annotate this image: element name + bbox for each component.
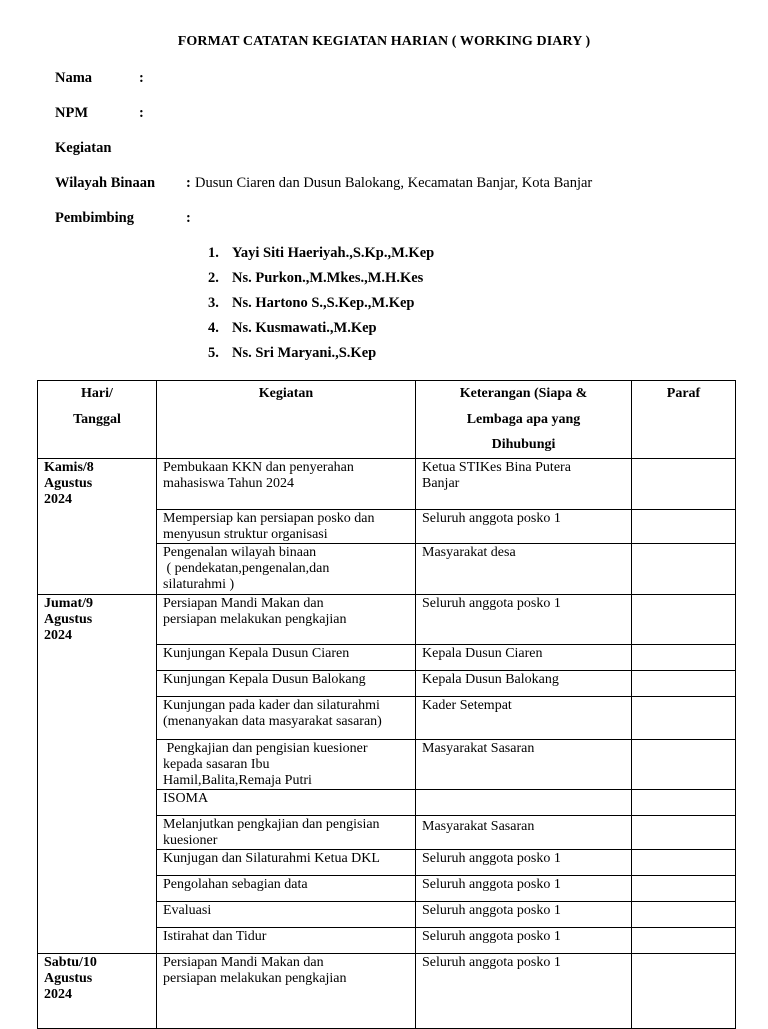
list-item: 3. Ns. Hartono S.,S.Kep.,M.Kep bbox=[208, 295, 415, 311]
day-cell: Kamis/8 Agustus 2024 bbox=[38, 458, 157, 594]
info-cell: Masyarakat desa bbox=[416, 543, 632, 594]
info-cell bbox=[416, 789, 632, 815]
activity-cell: Pengenalan wilayah binaan ( pendekatan,pengenalan,dan silaturahmi ) bbox=[157, 543, 416, 594]
list-item: 5. Ns. Sri Maryani.,S.Kep bbox=[208, 345, 377, 361]
info-cell: Ketua STIKes Bina Putera Banjar bbox=[416, 458, 632, 509]
info-cell: Seluruh anggota posko 1 bbox=[416, 849, 632, 875]
table-row bbox=[38, 953, 736, 1028]
activity-cell: Kunjungan pada kader dan silaturahmi (menanyakan data masyarakat sasaran) bbox=[157, 696, 416, 739]
activity-cell: Pengolahan sebagian data bbox=[157, 875, 416, 901]
day-cell: Sabtu/10 Agustus 2024 bbox=[38, 953, 157, 1028]
sign-cell bbox=[632, 543, 736, 594]
sign-cell bbox=[632, 670, 736, 696]
sign-cell bbox=[632, 696, 736, 739]
activity-cell: Kunjungan Kepala Dusun Ciaren bbox=[157, 644, 416, 670]
npm-label: NPM bbox=[55, 105, 89, 121]
nama-colon: : bbox=[139, 70, 144, 86]
header-info: Keterangan (Siapa & Lembaga apa yang Dihubungi bbox=[416, 381, 632, 459]
info-cell: Seluruh anggota posko 1 bbox=[416, 509, 632, 543]
info-cell: Kepala Dusun Balokang bbox=[416, 670, 632, 696]
info-cell: Kepala Dusun Ciaren bbox=[416, 644, 632, 670]
table-row bbox=[38, 458, 736, 509]
info-cell: Seluruh anggota posko 1 bbox=[416, 927, 632, 953]
activity-cell: Mempersiap kan persiapan posko dan menyusun struktur organisasi bbox=[157, 509, 416, 543]
diary-table bbox=[37, 380, 736, 1029]
sign-cell bbox=[632, 849, 736, 875]
activity-cell: Persiapan Mandi Makan dan persiapan melakukan pengkajian bbox=[157, 953, 416, 1028]
list-item: 4. Ns. Kusmawati.,M.Kep bbox=[208, 320, 377, 336]
sign-cell bbox=[632, 509, 736, 543]
pembimbing-label: Pembimbing bbox=[55, 210, 134, 226]
activity-cell: Pengkajian dan pengisian kuesioner kepada sasaran Ibu Hamil,Balita,Remaja Putri bbox=[157, 739, 416, 789]
day-cell: Jumat/9 Agustus 2024 bbox=[38, 594, 157, 953]
wilayah-field bbox=[55, 175, 593, 192]
table-row bbox=[38, 594, 736, 644]
list-item: 1. Yayi Siti Haeriyah.,S.Kp.,M.Kep bbox=[208, 245, 435, 261]
pembimbing-colon: : bbox=[186, 210, 191, 226]
sign-cell bbox=[632, 789, 736, 815]
info-cell: Seluruh anggota posko 1 bbox=[416, 953, 632, 1028]
wilayah-label: Wilayah Binaan bbox=[55, 175, 156, 191]
sign-cell bbox=[632, 594, 736, 644]
activity-cell: ISOMA bbox=[157, 789, 416, 815]
sign-cell bbox=[632, 953, 736, 1028]
npm-field bbox=[55, 105, 144, 122]
sign-cell bbox=[632, 927, 736, 953]
activity-cell: Pembukaan KKN dan penyerahan mahasiswa Tahun 2024 bbox=[157, 458, 416, 509]
wilayah-colon: : bbox=[186, 175, 191, 191]
sign-cell bbox=[632, 739, 736, 789]
activity-cell: Evaluasi bbox=[157, 901, 416, 927]
list-item: 2. Ns. Purkon.,M.Mkes.,M.H.Kes bbox=[208, 270, 424, 286]
pembimbing-list bbox=[208, 243, 434, 368]
sign-cell bbox=[632, 644, 736, 670]
activity-cell: Melanjutkan pengkajian dan pengisian kuesioner bbox=[157, 815, 416, 849]
activity-cell: Kunjungan Kepala Dusun Balokang bbox=[157, 670, 416, 696]
sign-cell bbox=[632, 815, 736, 849]
info-cell: Seluruh anggota posko 1 bbox=[416, 901, 632, 927]
activity-cell: Istirahat dan Tidur bbox=[157, 927, 416, 953]
header-sign: Paraf bbox=[632, 381, 736, 459]
info-cell: Seluruh anggota posko 1 bbox=[416, 594, 632, 644]
kegiatan-field bbox=[55, 140, 111, 157]
sign-cell bbox=[632, 901, 736, 927]
sign-cell bbox=[632, 875, 736, 901]
activity-cell: Persiapan Mandi Makan dan persiapan melakukan pengkajian bbox=[157, 594, 416, 644]
table-header-row bbox=[38, 381, 736, 459]
header-day: Hari/ Tanggal bbox=[38, 381, 157, 459]
info-cell: Kader Setempat bbox=[416, 696, 632, 739]
kegiatan-label: Kegiatan bbox=[55, 140, 112, 156]
header-activity: Kegiatan bbox=[157, 381, 416, 459]
document-title: FORMAT CATATAN KEGIATAN HARIAN ( WORKING DIARY ) bbox=[177, 34, 591, 49]
sign-cell bbox=[632, 458, 736, 509]
pembimbing-field bbox=[55, 210, 191, 227]
info-cell: Masyarakat Sasaran bbox=[416, 739, 632, 789]
info-cell: Seluruh anggota posko 1 bbox=[416, 875, 632, 901]
wilayah-value: Dusun Ciaren dan Dusun Balokang, Kecamatan Banjar, Kota Banjar bbox=[195, 175, 593, 191]
nama-field bbox=[55, 70, 144, 87]
npm-colon: : bbox=[139, 105, 144, 121]
info-cell: Masyarakat Sasaran bbox=[416, 815, 632, 849]
nama-label: Nama bbox=[55, 70, 93, 86]
activity-cell: Kunjugan dan Silaturahmi Ketua DKL bbox=[157, 849, 416, 875]
